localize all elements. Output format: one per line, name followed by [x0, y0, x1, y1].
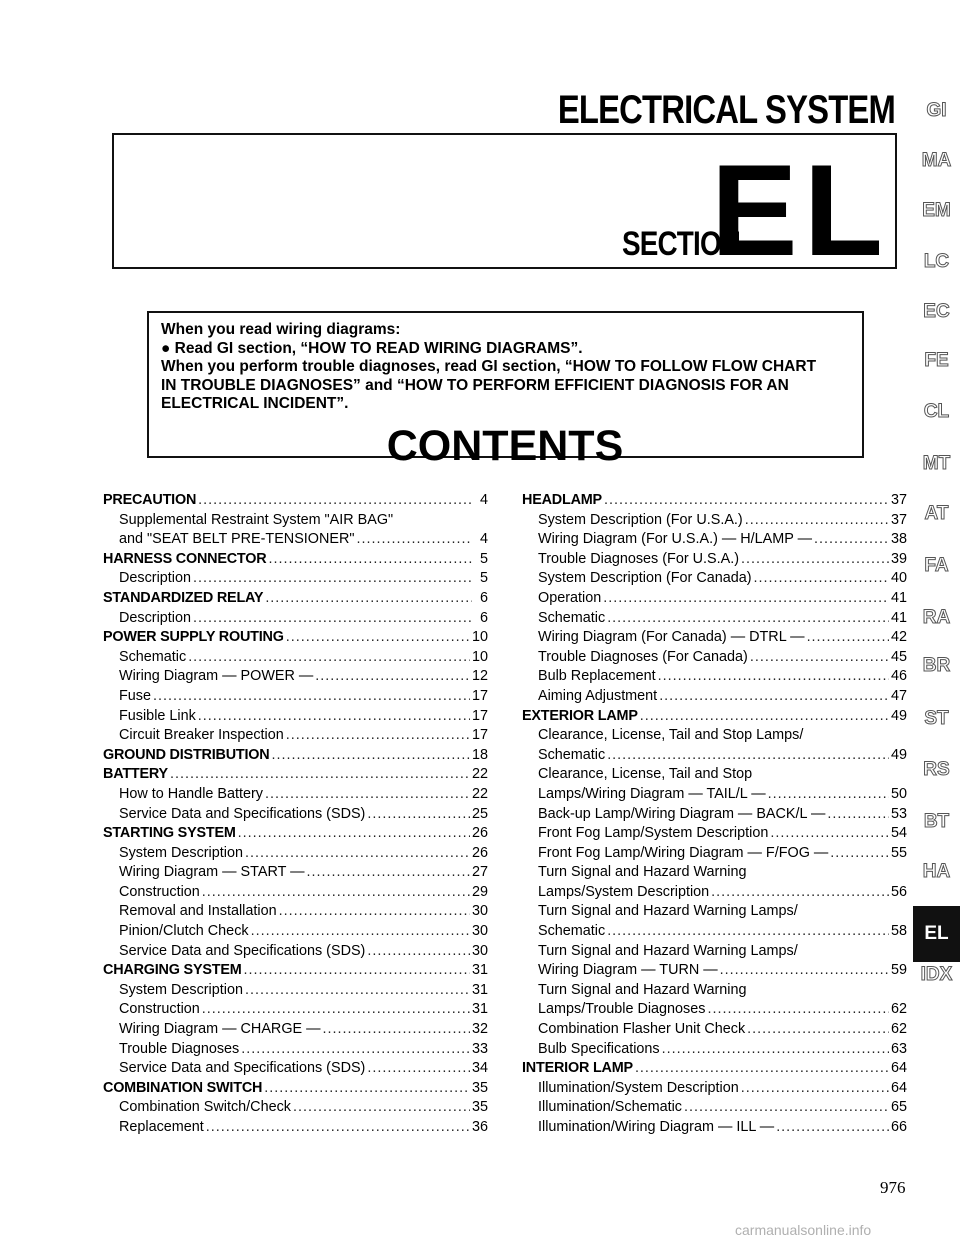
notice-line: ● Read GI section, “HOW TO READ WIRING DIAGRAMS”.	[161, 339, 583, 357]
toc-page-number: 30	[471, 942, 488, 959]
toc-entry-title: Schematic	[538, 609, 606, 626]
toc-leader-dots	[662, 1040, 889, 1060]
toc-page-number: 64	[890, 1060, 907, 1077]
toc-page-number: 41	[890, 609, 907, 626]
toc-entry-title: Schematic	[119, 648, 187, 665]
toc-entry[interactable]	[522, 1118, 907, 1138]
toc-leader-dots	[367, 805, 470, 825]
toc-entry[interactable]	[522, 863, 907, 883]
toc-section-entry[interactable]	[522, 491, 907, 511]
notice-line: ELECTRICAL INCIDENT”.	[161, 395, 349, 412]
toc-page-number: 26	[471, 825, 488, 842]
toc-page-number: 66	[890, 1119, 907, 1135]
toc-entry[interactable]	[103, 942, 488, 962]
toc-entry-title: Aiming Adjustment	[538, 687, 658, 704]
toc-page-number: 32	[471, 1021, 488, 1038]
toc-entry-title: Removal and Installation	[119, 903, 277, 920]
section-tab-ha[interactable]: HA	[922, 861, 951, 882]
toc-section-entry[interactable]	[103, 961, 488, 981]
page-number: 976	[880, 1178, 906, 1197]
toc-entry-title: Pinion/Clutch Check	[119, 923, 249, 940]
toc-entry[interactable]	[103, 1040, 488, 1060]
toc-leader-dots	[268, 550, 472, 570]
toc-leader-dots	[198, 707, 470, 727]
toc-page-number: 10	[471, 648, 488, 665]
toc-leader-dots	[272, 746, 470, 766]
toc-page-number: 6	[479, 589, 488, 606]
toc-entry[interactable]	[522, 746, 907, 766]
toc-leader-dots	[251, 922, 470, 942]
toc-entry-title: and "SEAT BELT PRE-TENSIONER"	[119, 531, 355, 548]
toc-entry-title: Wiring Diagram (For Canada) — DTRL —	[538, 629, 805, 646]
toc-entry-title: System Description (For U.S.A.)	[538, 511, 743, 528]
toc-entry-title: Schematic	[538, 923, 606, 940]
toc-entry[interactable]	[103, 687, 488, 707]
toc-leader-dots	[193, 609, 472, 629]
toc-page-number: 29	[471, 883, 488, 900]
toc-entry[interactable]	[103, 1059, 488, 1079]
toc-leader-dots	[607, 922, 889, 942]
toc-entry-title: Fusible Link	[119, 707, 196, 724]
toc-entry-title: POWER SUPPLY ROUTING	[103, 629, 284, 646]
section-tab-at[interactable]: AT	[924, 503, 949, 524]
toc-leader-dots	[830, 844, 889, 864]
toc-leader-dots	[603, 589, 889, 609]
toc-leader-dots	[741, 1079, 889, 1099]
toc-entry[interactable]	[522, 628, 907, 648]
section-tab-idx[interactable]: IDX	[920, 964, 953, 985]
toc-section-entry[interactable]	[522, 1059, 907, 1079]
toc-entry-title: Wiring Diagram (For U.S.A.) — H/LAMP —	[538, 531, 812, 548]
toc-page-number: 5	[479, 570, 488, 587]
notice-line: When you perform trouble diagnoses, read GI section, “HOW TO FOLLOW FLOW CHART	[161, 358, 817, 375]
toc-entry[interactable]	[522, 687, 907, 707]
toc-page-number: 63	[890, 1040, 907, 1057]
toc-entry-title: STARTING SYSTEM	[103, 825, 236, 842]
toc-leader-dots	[684, 1098, 889, 1118]
toc-entry-title: Fuse	[119, 687, 151, 704]
toc-leader-dots	[607, 609, 889, 629]
toc-page-number: 31	[471, 1001, 488, 1018]
toc-page-number: 17	[471, 727, 488, 744]
toc-entry-title: Trouble Diagnoses	[119, 1040, 240, 1057]
toc-page-number: 35	[471, 1099, 488, 1116]
toc-page-number: 4	[479, 531, 488, 548]
section-label: SECTION	[621, 225, 740, 263]
toc-leader-dots	[770, 824, 889, 844]
toc-entry-title: STANDARDIZED RELAY	[103, 589, 264, 606]
toc-entry-title: Trouble Diagnoses (For U.S.A.)	[538, 550, 740, 567]
toc-section-entry[interactable]	[103, 765, 488, 785]
section-tab-bt[interactable]: BT	[923, 811, 950, 832]
toc-entry-title: Lamps/Wiring Diagram — TAIL/L —	[538, 785, 766, 802]
toc-leader-dots	[265, 589, 472, 609]
toc-section-entry[interactable]	[103, 550, 488, 570]
toc-right-column	[522, 491, 907, 1138]
toc-leader-dots	[202, 883, 470, 903]
toc-leader-dots	[741, 550, 889, 570]
section-tab-ra[interactable]: RA	[922, 607, 951, 628]
toc-entry-title: Combination Flasher Unit Check	[538, 1021, 746, 1038]
toc-entry[interactable]	[103, 648, 488, 668]
toc-entry[interactable]	[103, 844, 488, 864]
toc-entry[interactable]	[522, 942, 907, 962]
section-tab-fe[interactable]: FE	[924, 350, 949, 371]
section-code: EL	[710, 137, 889, 283]
toc-entry-title: Replacement	[119, 1119, 204, 1135]
toc-page-number: 33	[471, 1040, 488, 1057]
toc-section-entry[interactable]	[103, 1079, 488, 1099]
toc-page-number: 64	[890, 1079, 907, 1096]
toc-page-number: 22	[471, 785, 488, 802]
toc-leader-dots	[198, 491, 472, 511]
toc-entry[interactable]	[103, 569, 488, 589]
toc-entry[interactable]	[522, 765, 907, 785]
toc-entry-title: System Description (For Canada)	[538, 570, 752, 587]
toc-entry-title: HARNESS CONNECTOR	[103, 550, 267, 567]
toc-leader-dots	[745, 511, 889, 531]
toc-leader-dots	[193, 569, 472, 589]
toc-entry[interactable]	[103, 511, 488, 531]
toc-page-number: 40	[890, 570, 907, 587]
toc-entry[interactable]	[522, 981, 907, 1001]
toc-entry-title: Supplemental Restraint System "AIR BAG"	[119, 511, 394, 528]
toc-entry-title: Turn Signal and Hazard Warning	[538, 981, 747, 998]
toc-leader-dots	[264, 1079, 470, 1099]
toc-leader-dots	[367, 1059, 470, 1079]
toc-leader-dots	[747, 1020, 889, 1040]
toc-page-number: 12	[471, 668, 488, 685]
toc-page-number: 30	[471, 923, 488, 940]
page-title: ELECTRICAL SYSTEM	[557, 88, 895, 132]
toc-entry-title: Circuit Breaker Inspection	[119, 727, 284, 744]
toc-entry-title: Description	[119, 570, 191, 587]
toc-leader-dots	[206, 1118, 470, 1138]
toc-entry[interactable]	[103, 609, 488, 629]
toc-entry[interactable]	[522, 805, 907, 825]
toc-entry-title: Illumination/System Description	[538, 1079, 739, 1096]
toc-entry-title: EXTERIOR LAMP	[522, 707, 638, 724]
toc-page-number: 62	[890, 1001, 907, 1018]
toc-entry[interactable]	[103, 1020, 488, 1040]
toc-page-number: 50	[890, 785, 907, 802]
toc-entry[interactable]	[522, 824, 907, 844]
toc-leader-dots	[188, 648, 470, 668]
toc-section-entry[interactable]	[103, 589, 488, 609]
toc-section-entry[interactable]	[103, 824, 488, 844]
section-tab-gi[interactable]: GI	[926, 100, 947, 121]
toc-entry-title: Bulb Specifications	[538, 1040, 660, 1057]
toc-page-number: 62	[890, 1021, 907, 1038]
section-tab-mt[interactable]: MT	[922, 453, 951, 474]
toc-entry-title: Service Data and Specifications (SDS)	[119, 1060, 366, 1077]
toc-entry-title: Turn Signal and Hazard Warning Lamps/	[538, 942, 798, 959]
section-tab-fa[interactable]: FA	[924, 555, 949, 576]
toc-entry[interactable]	[522, 1000, 907, 1020]
toc-section-entry[interactable]	[103, 746, 488, 766]
toc-page-number: 46	[890, 668, 907, 685]
toc-page-number: 34	[471, 1060, 488, 1077]
toc-entry-title: PRECAUTION	[103, 492, 197, 508]
toc-leader-dots	[604, 491, 889, 511]
toc-leader-dots	[279, 902, 470, 922]
toc-page-number: 41	[890, 589, 907, 606]
toc-leader-dots	[707, 1000, 889, 1020]
toc-leader-dots	[658, 667, 889, 687]
toc-leader-dots	[711, 883, 889, 903]
toc-leader-dots	[367, 942, 470, 962]
toc-entry[interactable]	[103, 1000, 488, 1020]
toc-entry-title: COMBINATION SWITCH	[103, 1079, 263, 1096]
toc-entry[interactable]	[522, 648, 907, 668]
toc-entry-title: CHARGING SYSTEM	[103, 962, 242, 979]
toc-entry[interactable]	[522, 922, 907, 942]
toc-entry[interactable]	[522, 609, 907, 629]
section-tab-ma[interactable]: MA	[921, 150, 952, 171]
notice-line: When you read wiring diagrams:	[161, 321, 401, 338]
toc-leader-dots	[659, 687, 889, 707]
toc-page-number: 59	[890, 962, 907, 979]
toc-entry-title: HEADLAMP	[522, 492, 602, 508]
toc-leader-dots	[768, 785, 889, 805]
toc-leader-dots	[244, 961, 470, 981]
toc-entry[interactable]	[103, 726, 488, 746]
toc-entry-title: Wiring Diagram — START —	[119, 864, 305, 881]
toc-entry[interactable]	[522, 550, 907, 570]
toc-page-number: 37	[890, 511, 907, 528]
toc-leader-dots	[635, 1059, 889, 1079]
notice-line: IN TROUBLE DIAGNOSES” and “HOW TO PERFORM EFFICIENT DIAGNOSIS FOR AN	[161, 376, 789, 394]
toc-leader-dots	[315, 667, 470, 687]
toc-page-number: 37	[890, 492, 907, 508]
toc-entry[interactable]	[103, 922, 488, 942]
toc-section-entry[interactable]	[103, 491, 488, 511]
contents-heading: CONTENTS	[386, 422, 624, 470]
toc-entry[interactable]	[103, 1118, 488, 1138]
toc-page-number: 49	[890, 746, 907, 763]
section-tab-st[interactable]: ST	[924, 708, 949, 729]
toc-entry-title: INTERIOR LAMP	[522, 1060, 633, 1077]
toc-entry-title: Construction	[119, 883, 200, 900]
toc-entry[interactable]	[103, 707, 488, 727]
toc-leader-dots	[640, 707, 889, 727]
toc-left-column	[103, 491, 488, 1138]
toc-entry-title: Operation	[538, 589, 602, 606]
toc-leader-dots	[153, 687, 470, 707]
toc-leader-dots	[286, 628, 470, 648]
toc-entry-title: GROUND DISTRIBUTION	[103, 746, 270, 763]
toc-entry-title: Construction	[119, 1001, 200, 1018]
toc-leader-dots	[720, 961, 889, 981]
section-tab-br[interactable]: BR	[922, 655, 951, 676]
toc-entry-title: How to Handle Battery	[119, 785, 263, 802]
toc-entry-title: System Description	[119, 981, 243, 998]
toc-entry-title: Service Data and Specifications (SDS)	[119, 805, 366, 822]
toc-page-number: 39	[890, 550, 907, 567]
toc-leader-dots	[323, 1020, 470, 1040]
toc-leader-dots	[238, 824, 470, 844]
toc-leader-dots	[245, 844, 470, 864]
toc-leader-dots	[241, 1040, 470, 1060]
toc-entry[interactable]	[103, 1098, 488, 1118]
toc-entry-title: Lamps/Trouble Diagnoses	[538, 1001, 706, 1018]
toc-entry[interactable]	[522, 785, 907, 805]
toc-entry[interactable]	[103, 530, 488, 550]
toc-entry[interactable]	[522, 667, 907, 687]
toc-entry[interactable]	[103, 785, 488, 805]
toc-leader-dots	[607, 746, 889, 766]
toc-entry[interactable]	[522, 726, 907, 746]
section-tab-rs[interactable]: RS	[923, 759, 950, 780]
toc-page-number: 47	[890, 687, 907, 704]
toc-entry-title: Combination Switch/Check	[119, 1099, 291, 1116]
toc-page-number: 31	[471, 981, 488, 998]
toc-leader-dots	[286, 726, 470, 746]
toc-page-number: 54	[890, 825, 907, 842]
section-tab-em[interactable]: EM	[922, 200, 951, 221]
toc-entry[interactable]	[522, 569, 907, 589]
toc-page-number: 27	[471, 864, 488, 881]
toc-entry[interactable]	[522, 1020, 907, 1040]
section-tab-cl[interactable]: CL	[923, 401, 950, 422]
toc-entry-title: Front Fog Lamp/Wiring Diagram — F/FOG —	[538, 844, 829, 861]
toc-entry[interactable]	[522, 589, 907, 609]
toc-entry-title: Turn Signal and Hazard Warning	[538, 864, 747, 881]
toc-page-number: 35	[471, 1079, 488, 1096]
toc-entry-title: Wiring Diagram — CHARGE —	[119, 1021, 321, 1038]
toc-page-number: 17	[471, 707, 488, 724]
toc-page-number: 17	[471, 687, 488, 704]
toc-leader-dots	[245, 981, 470, 1001]
toc-page-number: 56	[890, 883, 907, 900]
toc-entry[interactable]	[522, 511, 907, 531]
toc-leader-dots	[827, 805, 889, 825]
toc-leader-dots	[202, 1000, 470, 1020]
toc-entry-title: Wiring Diagram — TURN —	[538, 962, 718, 979]
toc-entry[interactable]	[522, 1079, 907, 1099]
toc-page-number: 55	[890, 844, 907, 861]
toc-entry[interactable]	[522, 530, 907, 550]
toc-entry-title: System Description	[119, 844, 243, 861]
toc-entry-title: Clearance, License, Tail and Stop	[538, 766, 753, 783]
toc-page-number: 25	[471, 805, 488, 822]
toc-leader-dots	[776, 1118, 889, 1138]
toc-entry-title: Wiring Diagram — POWER —	[119, 668, 314, 685]
toc-entry[interactable]	[103, 981, 488, 1001]
toc-page-number: 10	[471, 629, 488, 646]
toc-entry[interactable]	[103, 805, 488, 825]
toc-page-number: 53	[890, 805, 907, 822]
toc-entry-title: Turn Signal and Hazard Warning Lamps/	[538, 903, 798, 920]
toc-entry[interactable]	[522, 961, 907, 981]
section-tab-el[interactable]: EL	[913, 906, 960, 962]
section-tab-ec[interactable]: EC	[923, 301, 950, 322]
toc-entry-title: Back-up Lamp/Wiring Diagram — BACK/L —	[538, 805, 826, 822]
toc-entry[interactable]	[522, 902, 907, 922]
toc-entry[interactable]	[103, 863, 488, 883]
toc-page-number: 30	[471, 903, 488, 920]
toc-entry-title: Trouble Diagnoses (For Canada)	[538, 648, 748, 665]
toc-page-number: 6	[479, 609, 488, 626]
toc-entry-title: Clearance, License, Tail and Stop Lamps/	[538, 727, 804, 744]
toc-entry[interactable]	[103, 883, 488, 903]
watermark: carmanualsonline.info	[735, 1222, 872, 1238]
toc-entry[interactable]	[522, 883, 907, 903]
toc-leader-dots	[750, 648, 889, 668]
section-tab-lc[interactable]: LC	[923, 251, 950, 272]
toc-entry-title: Schematic	[538, 746, 606, 763]
toc-page-number: 22	[471, 766, 488, 783]
toc-leader-dots	[170, 765, 470, 785]
toc-entry-title: Illumination/Schematic	[538, 1099, 682, 1116]
toc-entry-title: Description	[119, 609, 191, 626]
toc-page-number: 49	[890, 707, 907, 724]
toc-leader-dots	[307, 863, 470, 883]
toc-page-number: 18	[471, 746, 488, 763]
toc-page-number: 58	[890, 923, 907, 940]
toc-entry-title: Bulb Replacement	[538, 668, 656, 685]
toc-entry-title: Front Fog Lamp/System Description	[538, 825, 769, 842]
toc-entry-title: Service Data and Specifications (SDS)	[119, 942, 366, 959]
toc-page-number: 31	[471, 962, 488, 979]
toc-leader-dots	[265, 785, 470, 805]
toc-entry[interactable]	[522, 844, 907, 864]
toc-page-number: 4	[479, 492, 488, 508]
toc-entry-title: Illumination/Wiring Diagram — ILL —	[538, 1119, 775, 1135]
toc-page-number: 36	[471, 1119, 488, 1135]
toc-page-number: 65	[890, 1099, 907, 1116]
toc-entry[interactable]	[522, 1040, 907, 1060]
toc-entry[interactable]	[103, 667, 488, 687]
toc-page-number: 38	[890, 531, 907, 548]
toc-leader-dots	[814, 530, 889, 550]
toc-section-entry[interactable]	[522, 707, 907, 727]
section-box	[112, 133, 897, 283]
toc-page-number: 42	[890, 629, 907, 646]
toc-section-entry[interactable]	[103, 628, 488, 648]
toc-entry-title: BATTERY	[103, 766, 168, 783]
toc-entry[interactable]	[522, 1098, 907, 1118]
toc-leader-dots	[807, 628, 889, 648]
toc-page-number: 45	[890, 648, 907, 665]
toc-entry-title: Lamps/System Description	[538, 883, 710, 900]
toc-page-number: 26	[471, 844, 488, 861]
toc-leader-dots	[356, 530, 472, 550]
toc-leader-dots	[754, 569, 889, 589]
toc-page-number: 5	[479, 550, 488, 567]
toc-entry[interactable]	[103, 902, 488, 922]
toc-leader-dots	[293, 1098, 470, 1118]
